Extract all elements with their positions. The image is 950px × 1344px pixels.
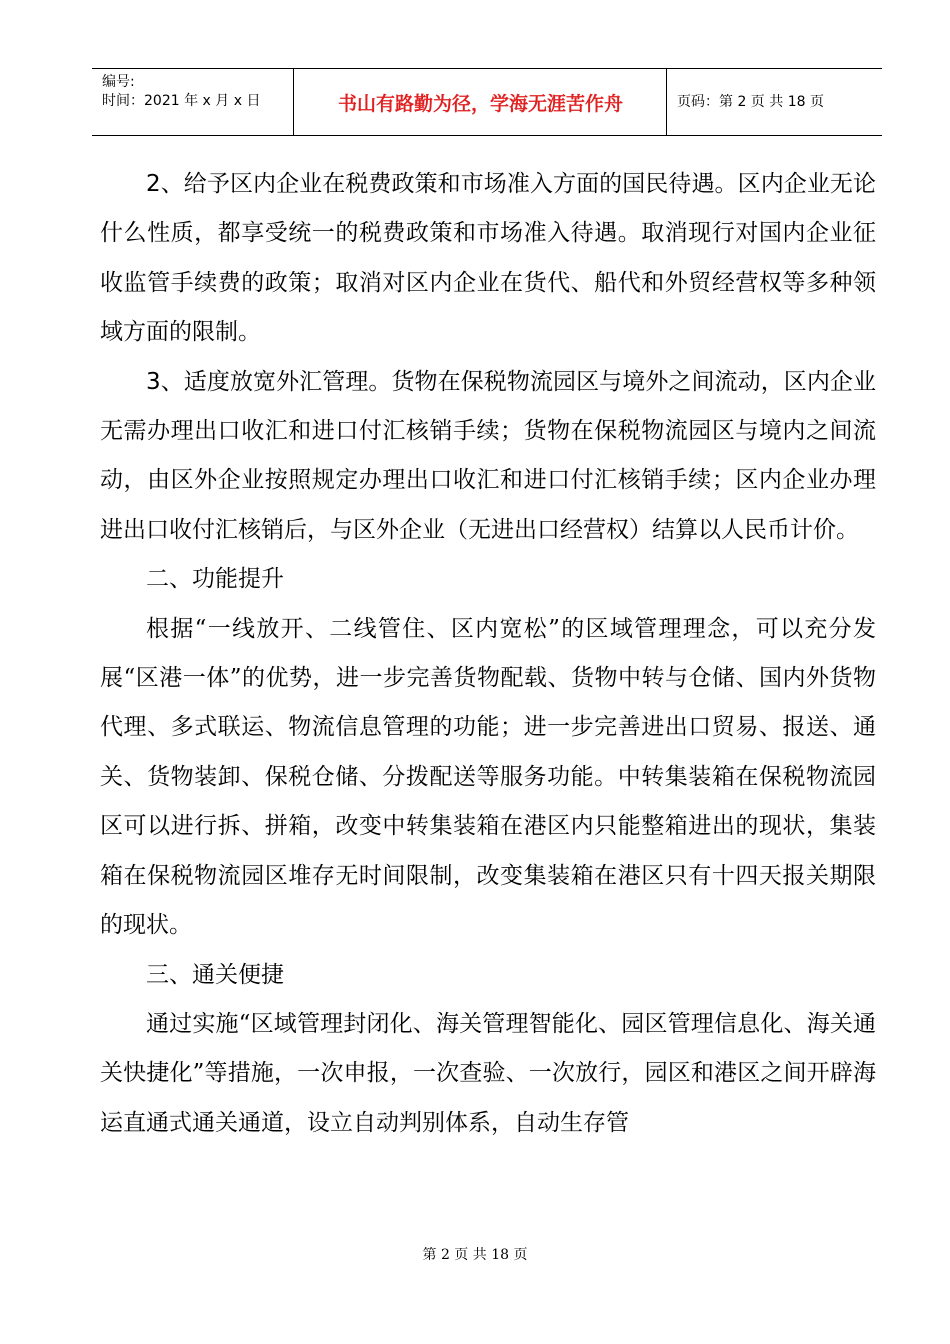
document-body [100, 160, 876, 1148]
paragraph-text: 货物在保税物流园区与境外之间流动，区内企业无需办理出口收汇和进口付汇核销手续；货物在保税物流园区与境内之间流动，由区外企业按照规定办理出口收汇和进口付汇核销手续；区内企业办理进出口收付汇核销后，与区外企业（无进出口经营权）结算以人民币计价。 [100, 368, 877, 543]
paragraph-forex-management [100, 358, 876, 556]
paragraph-lead: 3、适度放宽外汇管理。 [146, 368, 392, 395]
header-motto-cell [294, 69, 667, 135]
paragraph-national-treatment [100, 160, 876, 358]
paragraph-text: 区内企业无论什么性质，都享受统一的税费政策和市场准入待遇。取消现行对国内企业征收监管手续费的政策；取消对区内企业在货代、船代和外贸经营权等多种领域方面的限制。 [100, 171, 877, 346]
header-page-info: 页码：第 2 页 共 18 页 [677, 94, 824, 110]
paragraph-lead: 2、给予区内企业在税费政策和市场准入方面的国民待遇。 [146, 171, 738, 197]
header-meta-cell [92, 69, 294, 135]
section-heading-customs: 三、通关便捷 [146, 961, 284, 988]
page-footer: 第 2 页 共 18 页 [422, 1247, 528, 1263]
paragraph-customs-clearance: 通过实施“区域管理封闭化、海关管理智能化、园区管理信息化、海关通关快捷化”等措施，一次申报，一次查验、一次放行，园区和港区之间开辟海运直通式通关通道，设立自动判别体系，自动生存管 [100, 1010, 876, 1136]
header-page-cell [667, 69, 882, 135]
document-time-label: 时间：2021 年 x 月 x 日 [102, 93, 261, 109]
document-number-label: 编号: [102, 74, 135, 90]
header-motto: 书山有路勤为径，学海无涯苦作舟 [337, 93, 623, 115]
section-heading-function: 二、功能提升 [146, 566, 284, 593]
document-header [92, 68, 882, 136]
paragraph-function-upgrade: 根据“一线放开、二线管住、区内宽松”的区域管理理念，可以充分发展“区港一体”的优势，进一步完善货物配载、货物中转与仓储、国内外货物代理、多式联运、物流信息管理的功能；进一步完善进出口贸易、报送、通关、货物装卸、保税仓储、分拨配送等服务功能。中转集装箱在保税物流园区可以进行拆、拼箱，改变中转集装箱在港区内只能整箱进出的现状，集装箱在保税物流园区堆存无时间限制，改变集装箱在港区只有十四天报关期限的现状。 [100, 615, 876, 939]
